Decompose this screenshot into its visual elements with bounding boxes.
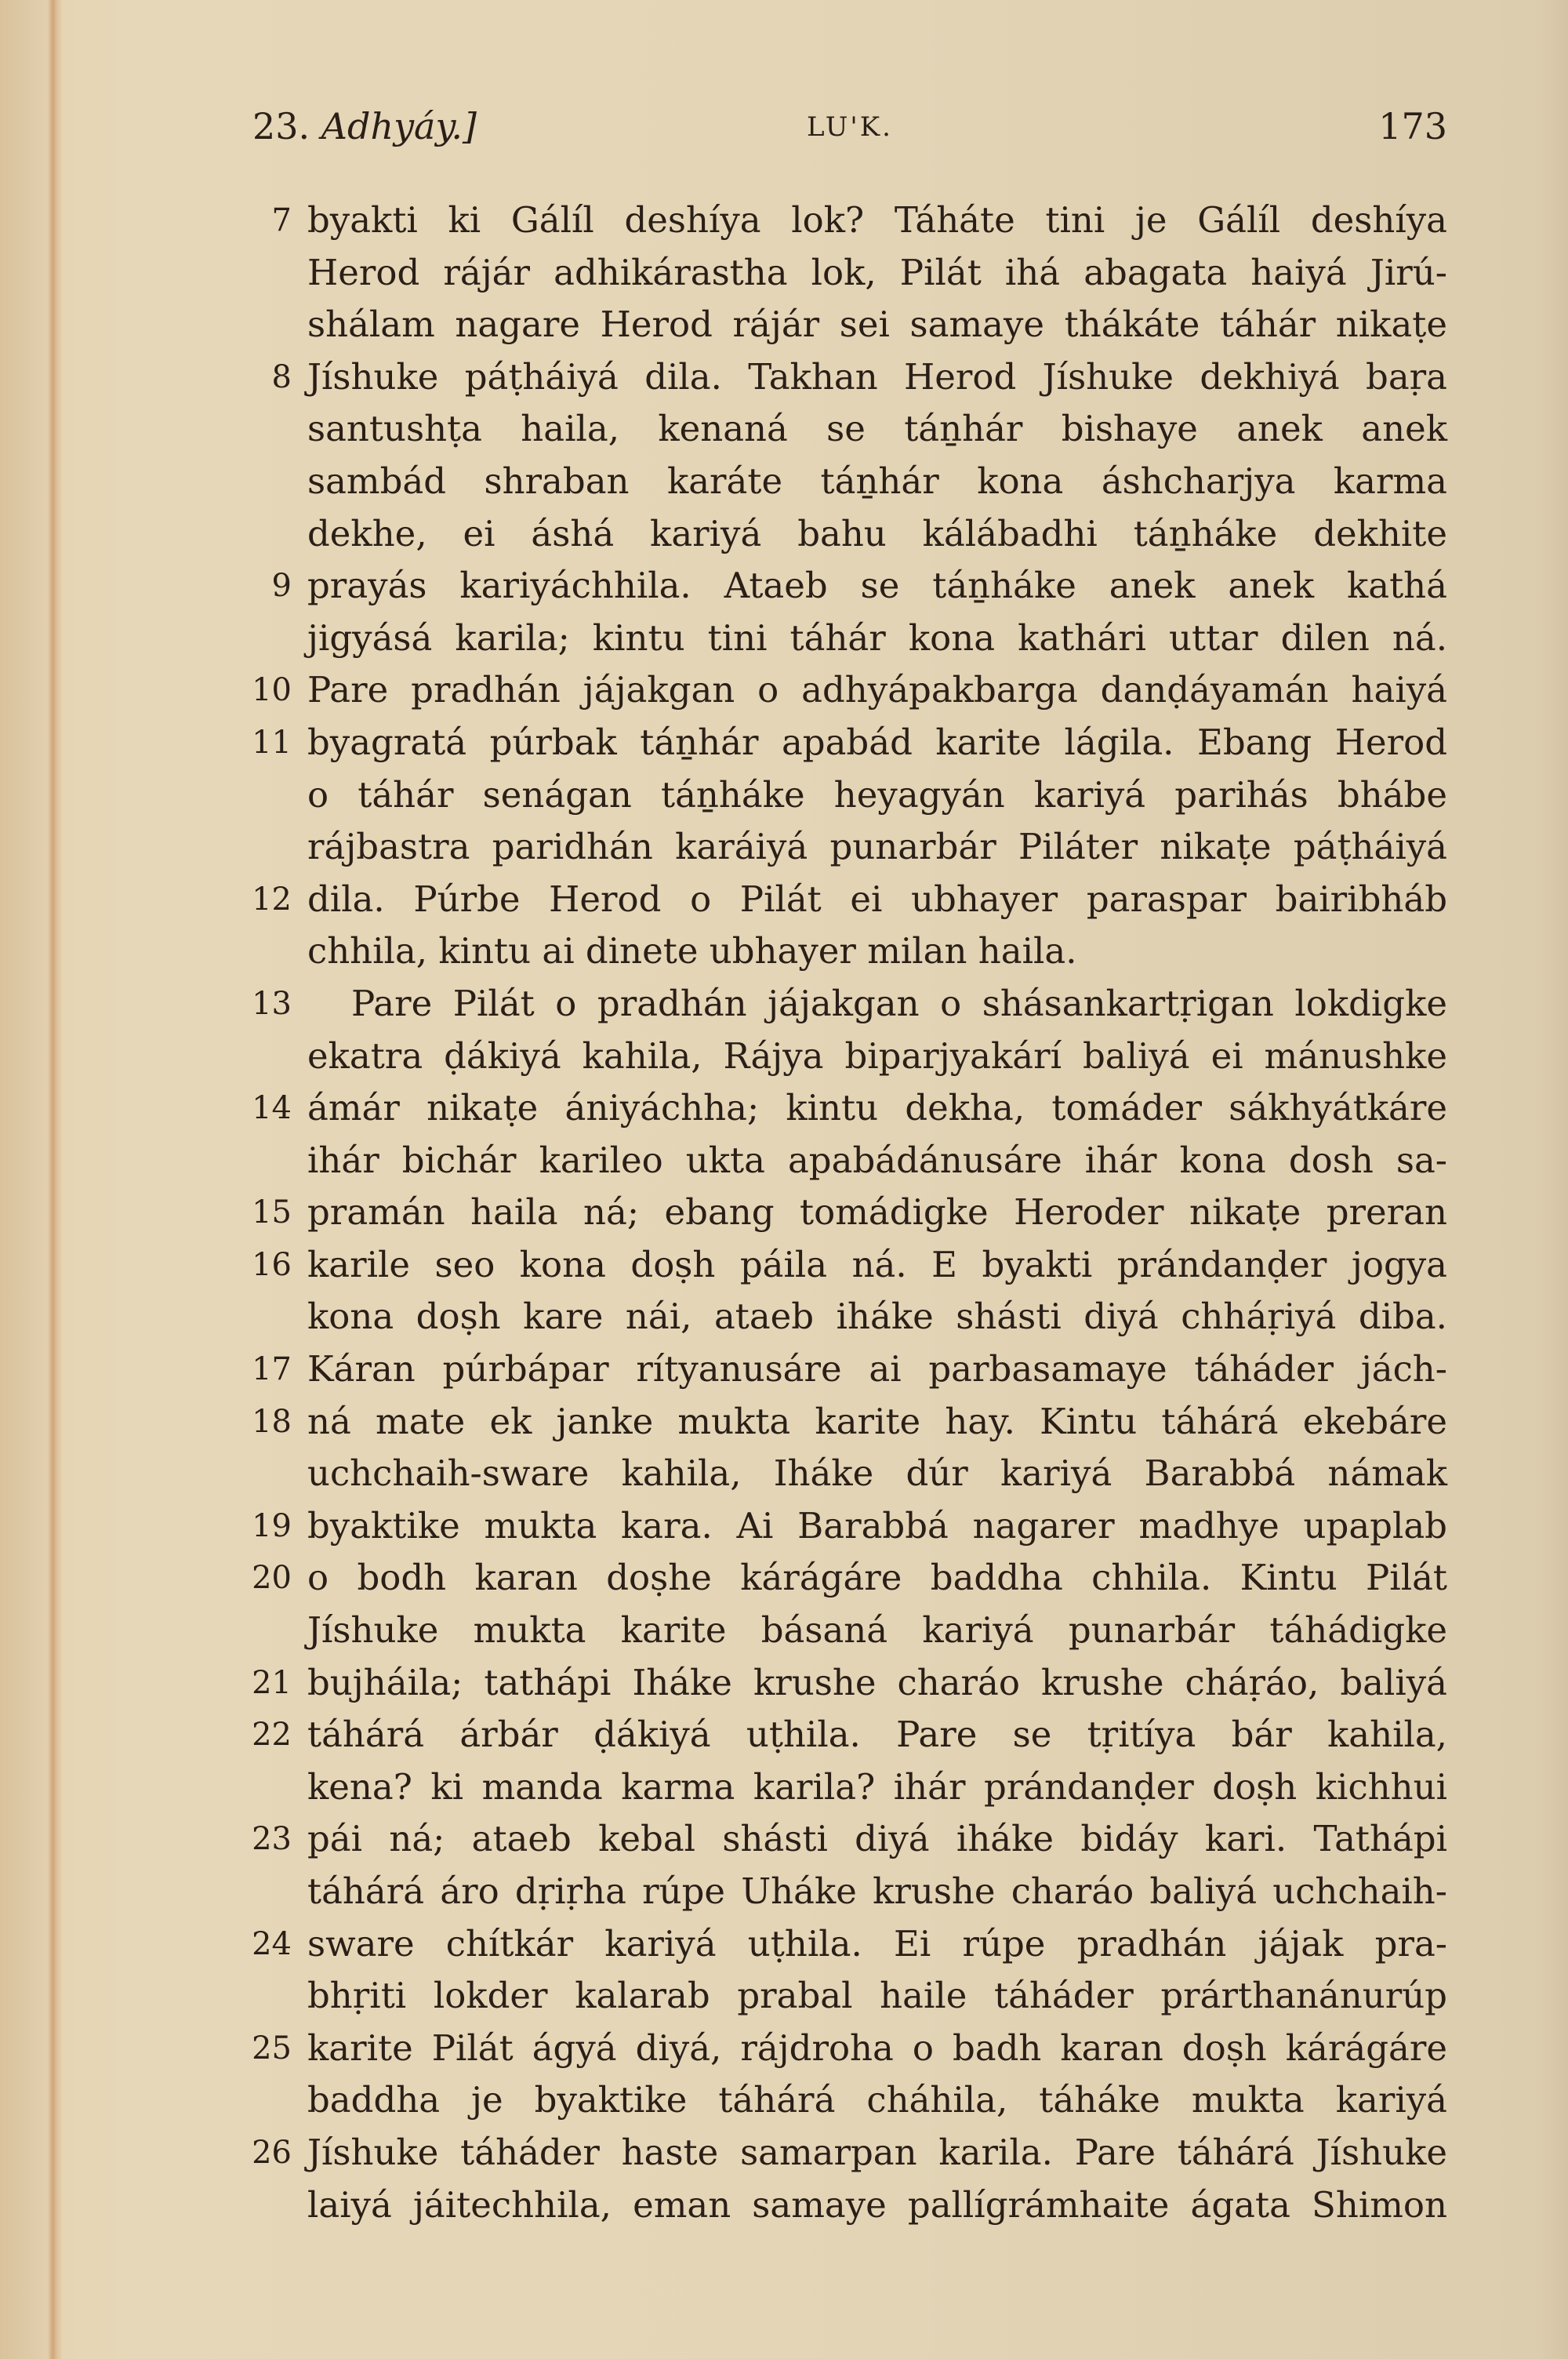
line-text: Herod rájár adhikárastha lok, Pilát ihá abagata haiyá Jirú-: [307, 251, 1447, 293]
line-text: baddha je byaktike táhárá cháhila, táháke mukta kariyá: [307, 2079, 1447, 2121]
line-text: ihár bichár karileo ukta apabádánusáre ihár kona dosh sa-: [307, 1139, 1447, 1181]
text-line: [235, 1813, 1447, 1866]
verse-number: 8: [271, 358, 292, 395]
text-line: [235, 1552, 1447, 1605]
line-text: ámár nikaṭe ániyáchha; kintu dekha, tomáder sákhyátkáre: [307, 1087, 1447, 1129]
text-line: [235, 1657, 1447, 1710]
text-line: [235, 2179, 1447, 2232]
verse-number: 22: [252, 1717, 292, 1754]
verse-number: 14: [252, 1090, 292, 1127]
line-text: pái ná; ataeb kebal shásti diyá iháke bidáy kari. Tathápi: [307, 1818, 1447, 1860]
line-text: sware chítkár kariyá uṭhila. Ei rúpe pradhán jájak pra-: [307, 1922, 1447, 1965]
line-text: uchchaih-sware kahila, Iháke dúr kariyá Barabbá námak: [307, 1452, 1447, 1495]
line-text: santushṭa haila, kenaná se táṉhár bishaye anek anek: [307, 408, 1447, 450]
text-line: [235, 456, 1447, 508]
verse-number: 26: [252, 2134, 292, 2171]
line-text: Káran púrbápar rítyanusáre ai parbasamaye táháder jách-: [307, 1348, 1447, 1390]
text-line: [235, 1291, 1447, 1343]
line-text: kena? ki manda karma karila? ihár prándanḍer doṣh kichhui: [307, 1765, 1447, 1808]
book-title: LU'K.: [807, 111, 893, 143]
line-text: laiyá jáitechhila, eman samaye pallígrámhaite ágata Shimon: [307, 2183, 1447, 2226]
line-text: pramán haila ná; ebang tomádigke Heroder nikaṭe preran: [307, 1191, 1447, 1234]
verse-number: 9: [271, 568, 292, 605]
text-line: [235, 299, 1447, 351]
line-text: shálam nagare Herod rájár sei samaye thákáte táhár nikaṭe: [307, 304, 1447, 346]
verse-number: 24: [252, 1925, 292, 1962]
running-header: [252, 105, 1447, 160]
line-text: Jíshuke táháder haste samarpan karila. Pare táhárá Jíshuke: [307, 2131, 1447, 2173]
line-text: Jíshuke páṭháiyá dila. Takhan Herod Jíshuke dekhiyá baṛa: [307, 355, 1447, 398]
line-text: dekhe, ei áshá kariyá bahu kálábadhi táṉháke dekhite: [307, 512, 1447, 554]
verse-number: 7: [271, 202, 292, 238]
text-line: [235, 1396, 1447, 1448]
line-text: rájbastra paridhán karáiyá punarbár Piláter nikaṭe páṭháiyá: [307, 826, 1447, 868]
scripture-text: [235, 194, 1447, 2231]
text-line: [235, 925, 1447, 978]
text-line: [235, 351, 1447, 404]
text-line: [235, 1918, 1447, 1971]
text-line: [235, 560, 1447, 612]
line-text: byaktike mukta kara. Ai Barabbá nagarer madhye upaplab: [307, 1504, 1447, 1547]
text-line: [235, 821, 1447, 874]
verse-number: 18: [252, 1403, 292, 1440]
line-text: dila. Púrbe Herod o Pilát ei ubhayer paraspar bairibháb: [307, 878, 1447, 920]
text-line: [235, 1030, 1447, 1083]
text-line: [235, 1082, 1447, 1135]
chapter-word: Adhyáy.]: [321, 105, 477, 147]
text-line: [235, 1866, 1447, 1918]
verse-number: 10: [252, 672, 292, 709]
text-line: [235, 874, 1447, 926]
line-text: táhárá árbár ḍákiyá uṭhila. Pare se tṛitíya bár kahila,: [307, 1714, 1447, 1756]
text-line: [235, 769, 1447, 822]
line-text: jigyásá karila; kintu tini táhár kona kathári uttar dilen ná.: [307, 616, 1447, 659]
text-line: [235, 1709, 1447, 1761]
text-line: [235, 1500, 1447, 1553]
verse-number: 21: [252, 1664, 292, 1701]
line-text: o táhár senágan táṉháke heyagyán kariyá parihás bhábe: [307, 773, 1447, 816]
verse-number: 15: [252, 1194, 292, 1231]
text-line: [235, 2023, 1447, 2075]
text-line: [235, 1187, 1447, 1239]
verse-number: 19: [252, 1507, 292, 1544]
text-line: [235, 2127, 1447, 2179]
verse-number: 16: [252, 1246, 292, 1283]
line-text: Jíshuke mukta karite básaná kariyá punarbár táhádigke: [307, 1609, 1447, 1652]
line-text: bhṛiti lokder kalarab prabal haile táháder prárthanánurúp: [307, 1975, 1447, 2017]
line-text: ná mate ek janke mukta karite hay. Kintu táhárá ekebáre: [307, 1400, 1447, 1442]
text-line: [235, 247, 1447, 300]
page-gutter-shadow: [49, 0, 56, 2359]
text-line: [235, 403, 1447, 456]
line-text: o bodh karan doṣhe kárágáre baddha chhila. Kintu Pilát: [307, 1557, 1447, 1599]
page-number: 173: [1378, 105, 1447, 147]
text-line: [235, 612, 1447, 665]
verse-number: 23: [252, 1821, 292, 1858]
verse-number: 12: [252, 881, 292, 918]
line-text: Pare Pilát o pradhán jájakgan o shásankartṛigan lokdigke: [351, 982, 1447, 1024]
line-text: bujháila; tathápi Iháke krushe charáo krushe cháṛáo, baliyá: [307, 1661, 1447, 1703]
line-text: chhila, kintu ai dinete ubhayer milan haila.: [307, 930, 1077, 972]
text-line: [235, 978, 1447, 1030]
line-text: karite Pilát ágyá diyá, rájdroha o badh karan doṣh kárágáre: [307, 2026, 1447, 2069]
verse-number: 25: [252, 2030, 292, 2066]
verse-number: 13: [252, 985, 292, 1022]
text-line: [235, 2074, 1447, 2127]
text-line: [235, 1448, 1447, 1500]
line-text: Pare pradhán jájakgan o adhyápakbarga danḍáyamán haiyá: [307, 669, 1447, 711]
line-text: prayás kariyáchhila. Ataeb se táṉháke anek anek kathá: [307, 565, 1447, 607]
verse-number: 11: [252, 724, 292, 761]
text-line: [235, 1239, 1447, 1292]
text-line: [235, 664, 1447, 717]
text-line: [235, 1343, 1447, 1396]
verse-number: 17: [252, 1351, 292, 1388]
line-text: karile seo kona doṣh páila ná. E byakti prándanḍer jogya: [307, 1243, 1447, 1285]
line-text: táhárá áro dṛiṛha rúpe Uháke krushe charáo baliyá uchchaih-: [307, 1870, 1447, 1912]
line-text: sambád shraban karáte táṉhár kona áshcharjya karma: [307, 460, 1447, 502]
verse-number: 20: [252, 1560, 292, 1597]
line-text: byakti ki Gálíl deshíya lok? Táháte tini je Gálíl deshíya: [307, 199, 1447, 241]
text-line: [235, 1605, 1447, 1657]
text-line: [235, 1970, 1447, 2023]
line-text: byagratá púrbak táṉhár apabád karite lágila. Ebang Herod: [307, 721, 1447, 763]
text-line: [235, 717, 1447, 769]
text-line: [235, 1135, 1447, 1187]
text-line: [235, 194, 1447, 247]
line-text: ekatra ḍákiyá kahila, Rájya biparjyakárí baliyá ei mánushke: [307, 1034, 1447, 1077]
text-line: [235, 508, 1447, 561]
chapter-number: 23.: [252, 105, 310, 147]
text-line: [235, 1761, 1447, 1814]
line-text: kona doṣh kare nái, ataeb iháke shásti diyá chháṛiyá diba.: [307, 1296, 1447, 1338]
